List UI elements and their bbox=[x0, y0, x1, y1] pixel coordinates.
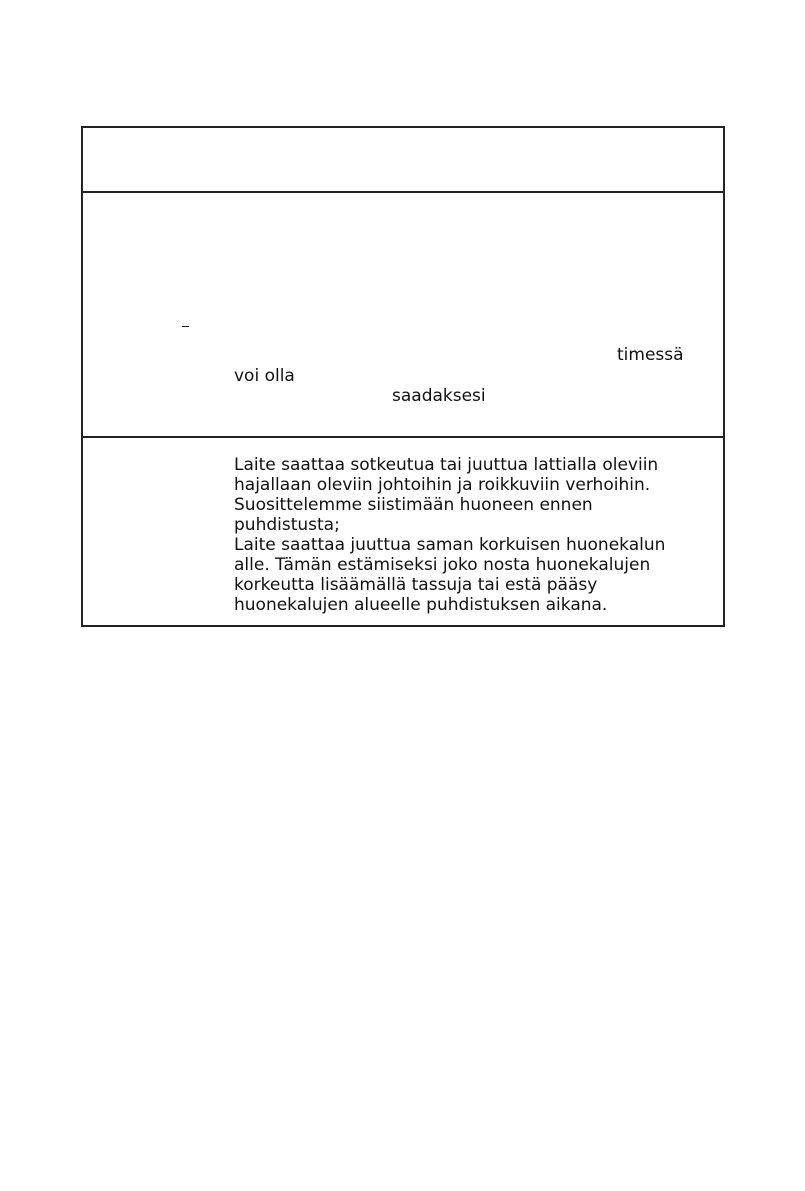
table-row-solution bbox=[83, 436, 723, 625]
text-fragment-voi-olla: voi olla bbox=[234, 366, 295, 386]
solution-paragraph bbox=[234, 455, 714, 615]
solution-line: puhdistusta; bbox=[234, 515, 340, 535]
text-fragment-saadaksesi: saadaksesi bbox=[392, 386, 486, 406]
text-fragment-timessa: timessä bbox=[617, 345, 684, 365]
solution-line: Suosittelemme siistimään huoneen ennen bbox=[234, 495, 593, 515]
dash-mark bbox=[182, 326, 189, 327]
solution-line: hajallaan oleviin johtoihin ja roikkuviin verhoihin. bbox=[234, 475, 651, 495]
solution-line: Laite saattaa sotkeutua tai juuttua lattialla oleviin bbox=[234, 455, 659, 475]
table-row-partial bbox=[83, 191, 723, 436]
solution-line: korkeutta lisäämällä tassuja tai estä pääsy bbox=[234, 575, 598, 595]
solution-line: huonekalujen alueelle puhdistuksen aikana. bbox=[234, 595, 608, 615]
table-header-row bbox=[83, 128, 723, 191]
solution-line: alle. Tämän estämiseksi joko nosta huonekalujen bbox=[234, 555, 651, 575]
solution-line: Laite saattaa juuttua saman korkuisen huonekalun bbox=[234, 535, 666, 555]
troubleshooting-table bbox=[81, 126, 725, 627]
